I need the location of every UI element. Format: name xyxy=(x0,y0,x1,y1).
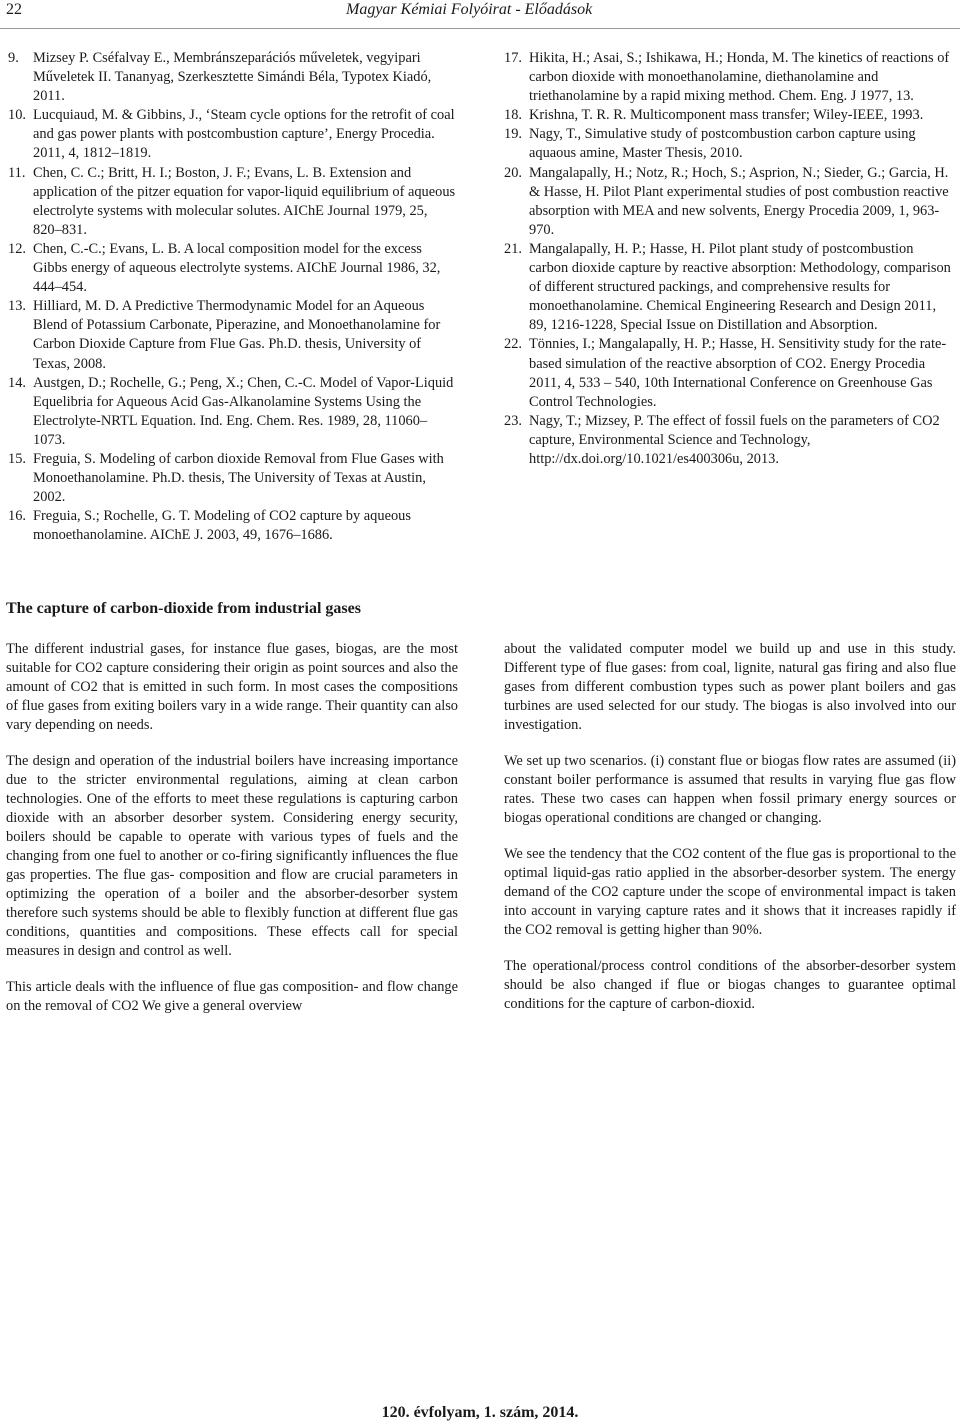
reference-text: Freguia, S. Modeling of carbon dioxide Removal from Flue Gases with Monoethanolamine. Ph.D. thesis, The University of Texas at Austin, 2002. xyxy=(33,450,444,506)
body-paragraph: This article deals with the influence of flue gas composition- and flow change on the removal of CO2 We give a general overview xyxy=(6,979,458,1014)
reference-number: 21. xyxy=(504,240,522,257)
reference-text: Freguia, S.; Rochelle, G. T. Modeling of CO2 capture by aqueous monoethanolamine. AIChE J. 2003, 49, 1676–1686. xyxy=(33,508,411,544)
reference-item xyxy=(8,297,458,373)
reference-text: Mangalapally, H.; Notz, R.; Hoch, S.; Asprion, N.; Sieder, G.; Garcia, H. & Hasse, H. Pilot Plant experimental studies of post combustion reactive absorption with MEA and new solvents, Energy Procedia 2009, 1, 963-970. xyxy=(529,164,949,238)
reference-item xyxy=(504,412,954,469)
reference-item xyxy=(504,164,954,240)
reference-text: Mizsey P. Cséfalvay E., Membránszeparációs műveletek, vegyipari Műveletek II. Tananyag, Szerkesztette Simándi Béla, Typotex Kiadó, 2011. xyxy=(33,50,432,105)
reference-item xyxy=(504,125,954,163)
journal-title: Magyar Kémiai Folyóirat - Előadások xyxy=(346,1,593,18)
body-paragraph: The operational/process control conditions of the absorber-desorber system should be also changed if flue or biogas changes to guarantee optimal conditions for the capture of carbon-dioxid. xyxy=(504,958,956,1012)
reference-text: Krishna, T. R. R. Multicomponent mass transfer; Wiley-IEEE, 1993. xyxy=(529,107,924,124)
reference-item xyxy=(8,507,458,545)
reference-item xyxy=(8,240,458,297)
reference-number: 20. xyxy=(504,164,522,181)
references-left-column xyxy=(8,49,458,545)
reference-text: Hikita, H.; Asai, S.; Ishikawa, H.; Honda, M. The kinetics of reactions of carbon dioxide with monoethanolamine, diethanolamine and triethanolamine by a rapid mixing method. Chem. Eng. J 1977, 13. xyxy=(529,50,950,105)
reference-number: 16. xyxy=(8,508,26,525)
reference-text: Lucquiaud, M. & Gibbins, J., ‘Steam cycle options for the retrofit of coal and gas power plants with postcombustion capture’, Energy Procedia. 2011, 4, 1812–1819. xyxy=(33,107,455,162)
reference-number: 17. xyxy=(504,50,522,66)
reference-text: Austgen, D.; Rochelle, G.; Peng, X.; Chen, C.-C. Model of Vapor-Liquid Equelibria for Aqueous Acid Gas-Alkanolamine Systems Using the Electrolyte-NRTL Equation. Ind. Eng. Chem. Res. 1989, 28, 11060–1073. xyxy=(33,374,454,448)
reference-item xyxy=(8,106,458,163)
reference-number: 18. xyxy=(504,107,522,124)
reference-item xyxy=(504,49,954,106)
reference-number: 9. xyxy=(8,50,19,66)
reference-number: 22. xyxy=(504,336,522,353)
article-right-column xyxy=(504,640,956,1031)
reference-number: 19. xyxy=(504,126,522,143)
references-right-column xyxy=(504,49,954,469)
reference-text: Nagy, T.; Mizsey, P. The effect of fossil fuels on the parameters of CO2 capture, Environmental Science and Technology, http://dx.doi.org/10.1021/es400306u, 2013. xyxy=(529,412,940,467)
reference-number: 13. xyxy=(8,298,26,315)
reference-number: 14. xyxy=(8,374,26,391)
reference-item xyxy=(504,240,954,335)
reference-text: Mangalapally, H. P.; Hasse, H. Pilot plant study of postcombustion carbon dioxide capture by reactive absorption: Methodology, comparison of different structured packings, and comprehensive results for monoethanolamine. Chemical Engineering Research and Design 2011, 89, 1216-1228, Special Issue on Distillation and Absorption. xyxy=(529,240,951,334)
reference-number: 23. xyxy=(504,412,522,429)
body-paragraph: The design and operation of the industrial boilers have increasing importance due to the stricter environmental regulations, aiming at clean carbon technologies. One of the efforts to meet these regulations is capturing carbon dioxide with an absorber desorber system. Considering energy security, boilers should be capable to operate with various types of fuels and the changing from one fuel to another or co-firing significantly influences the flue gas properties. The flue gas- composition and flow are crucial parameters in optimizing the operation of a boiler and the absorber-desorber system therefore such systems should be able to flexibly function at different flue gas conditions, quantities and compositions. These effects call for special measures in design and control as well. xyxy=(6,753,458,959)
issue-footer: 120. évfolyam, 1. szám, 2014. xyxy=(381,1404,579,1421)
reference-text: Tönnies, I.; Mangalapally, H. P.; Hasse, H. Sensitivity study for the rate-based simulation of the reactive absorption of CO2. Energy Procedia 2011, 4, 533 – 540, 10th International Conference on Greenhouse Gas Control Technologies. xyxy=(529,336,947,410)
reference-item xyxy=(504,335,954,411)
body-paragraph: The different industrial gases, for instance flue gases, biogas, are the most suitable for CO2 capture considering their origin as point sources and also the amount of CO2 that is emitted in such form. In most cases the compositions of flue gases from exiting boilers vary in a wide range. Their quantity can also vary depending on needs. xyxy=(6,641,458,733)
page-header xyxy=(0,0,960,29)
reference-item xyxy=(8,374,458,450)
body-paragraph: We see the tendency that the CO2 content of the flue gas is proportional to the optimal liquid-gas ratio applied in the absorber-desorber system. The energy demand of the CO2 capture under the scope of environmental impact is taken into account in varying capture rates and it shows that it increases rapidly if the CO2 removal is getting higher than 90%. xyxy=(504,846,956,938)
body-paragraph: We set up two scenarios. (i) constant flue or biogas flow rates are assumed (ii) constant boiler performance is assumed that results in varying flue gas flow rates. These two cases can happen when fossil primary energy sources or biogas operational conditions are changed or changing. xyxy=(504,753,956,826)
reference-item xyxy=(504,106,954,125)
reference-text: Chen, C.-C.; Evans, L. B. A local composition model for the excess Gibbs energy of aqueous electrolyte systems. AIChE Journal 1986, 32, 444–454. xyxy=(33,240,441,296)
reference-text: Hilliard, M. D. A Predictive Thermodynamic Model for an Aqueous Blend of Potassium Carbonate, Piperazine, and Monoethanolamine for Carbon Dioxide Capture from Flue Gas. Ph.D. thesis, University of Texas, 2008. xyxy=(33,298,441,372)
reference-number: 10. xyxy=(8,107,26,124)
reference-number: 12. xyxy=(8,240,26,257)
reference-number: 15. xyxy=(8,450,26,467)
reference-text: Nagy, T., Simulative study of postcombustion carbon capture using aquaous amine, Master Thesis, 2010. xyxy=(529,126,916,162)
reference-number: 11. xyxy=(8,164,26,181)
reference-text: Chen, C. C.; Britt, H. I.; Boston, J. F.; Evans, L. B. Extension and application of the pitzer equation for vapor-liquid equilibrium of aqueous electrolyte systems with molecular solutes. AIChE Journal 1979, 25, 820–831. xyxy=(33,164,456,238)
body-paragraph: about the validated computer model we build up and use in this study. Different type of flue gases: from coal, lignite, natural gas firing and also flue gases from different combustion types such as power plant boilers and gas turbines are used selected for our study. The biogas is also involved into our investigation. xyxy=(504,641,956,733)
reference-item xyxy=(8,450,458,507)
article-left-column xyxy=(6,640,458,1033)
reference-item xyxy=(8,49,458,106)
reference-item xyxy=(8,164,458,240)
page-number: 22 xyxy=(6,1,22,18)
article-title: The capture of carbon-dioxide from industrial gases xyxy=(6,600,361,617)
